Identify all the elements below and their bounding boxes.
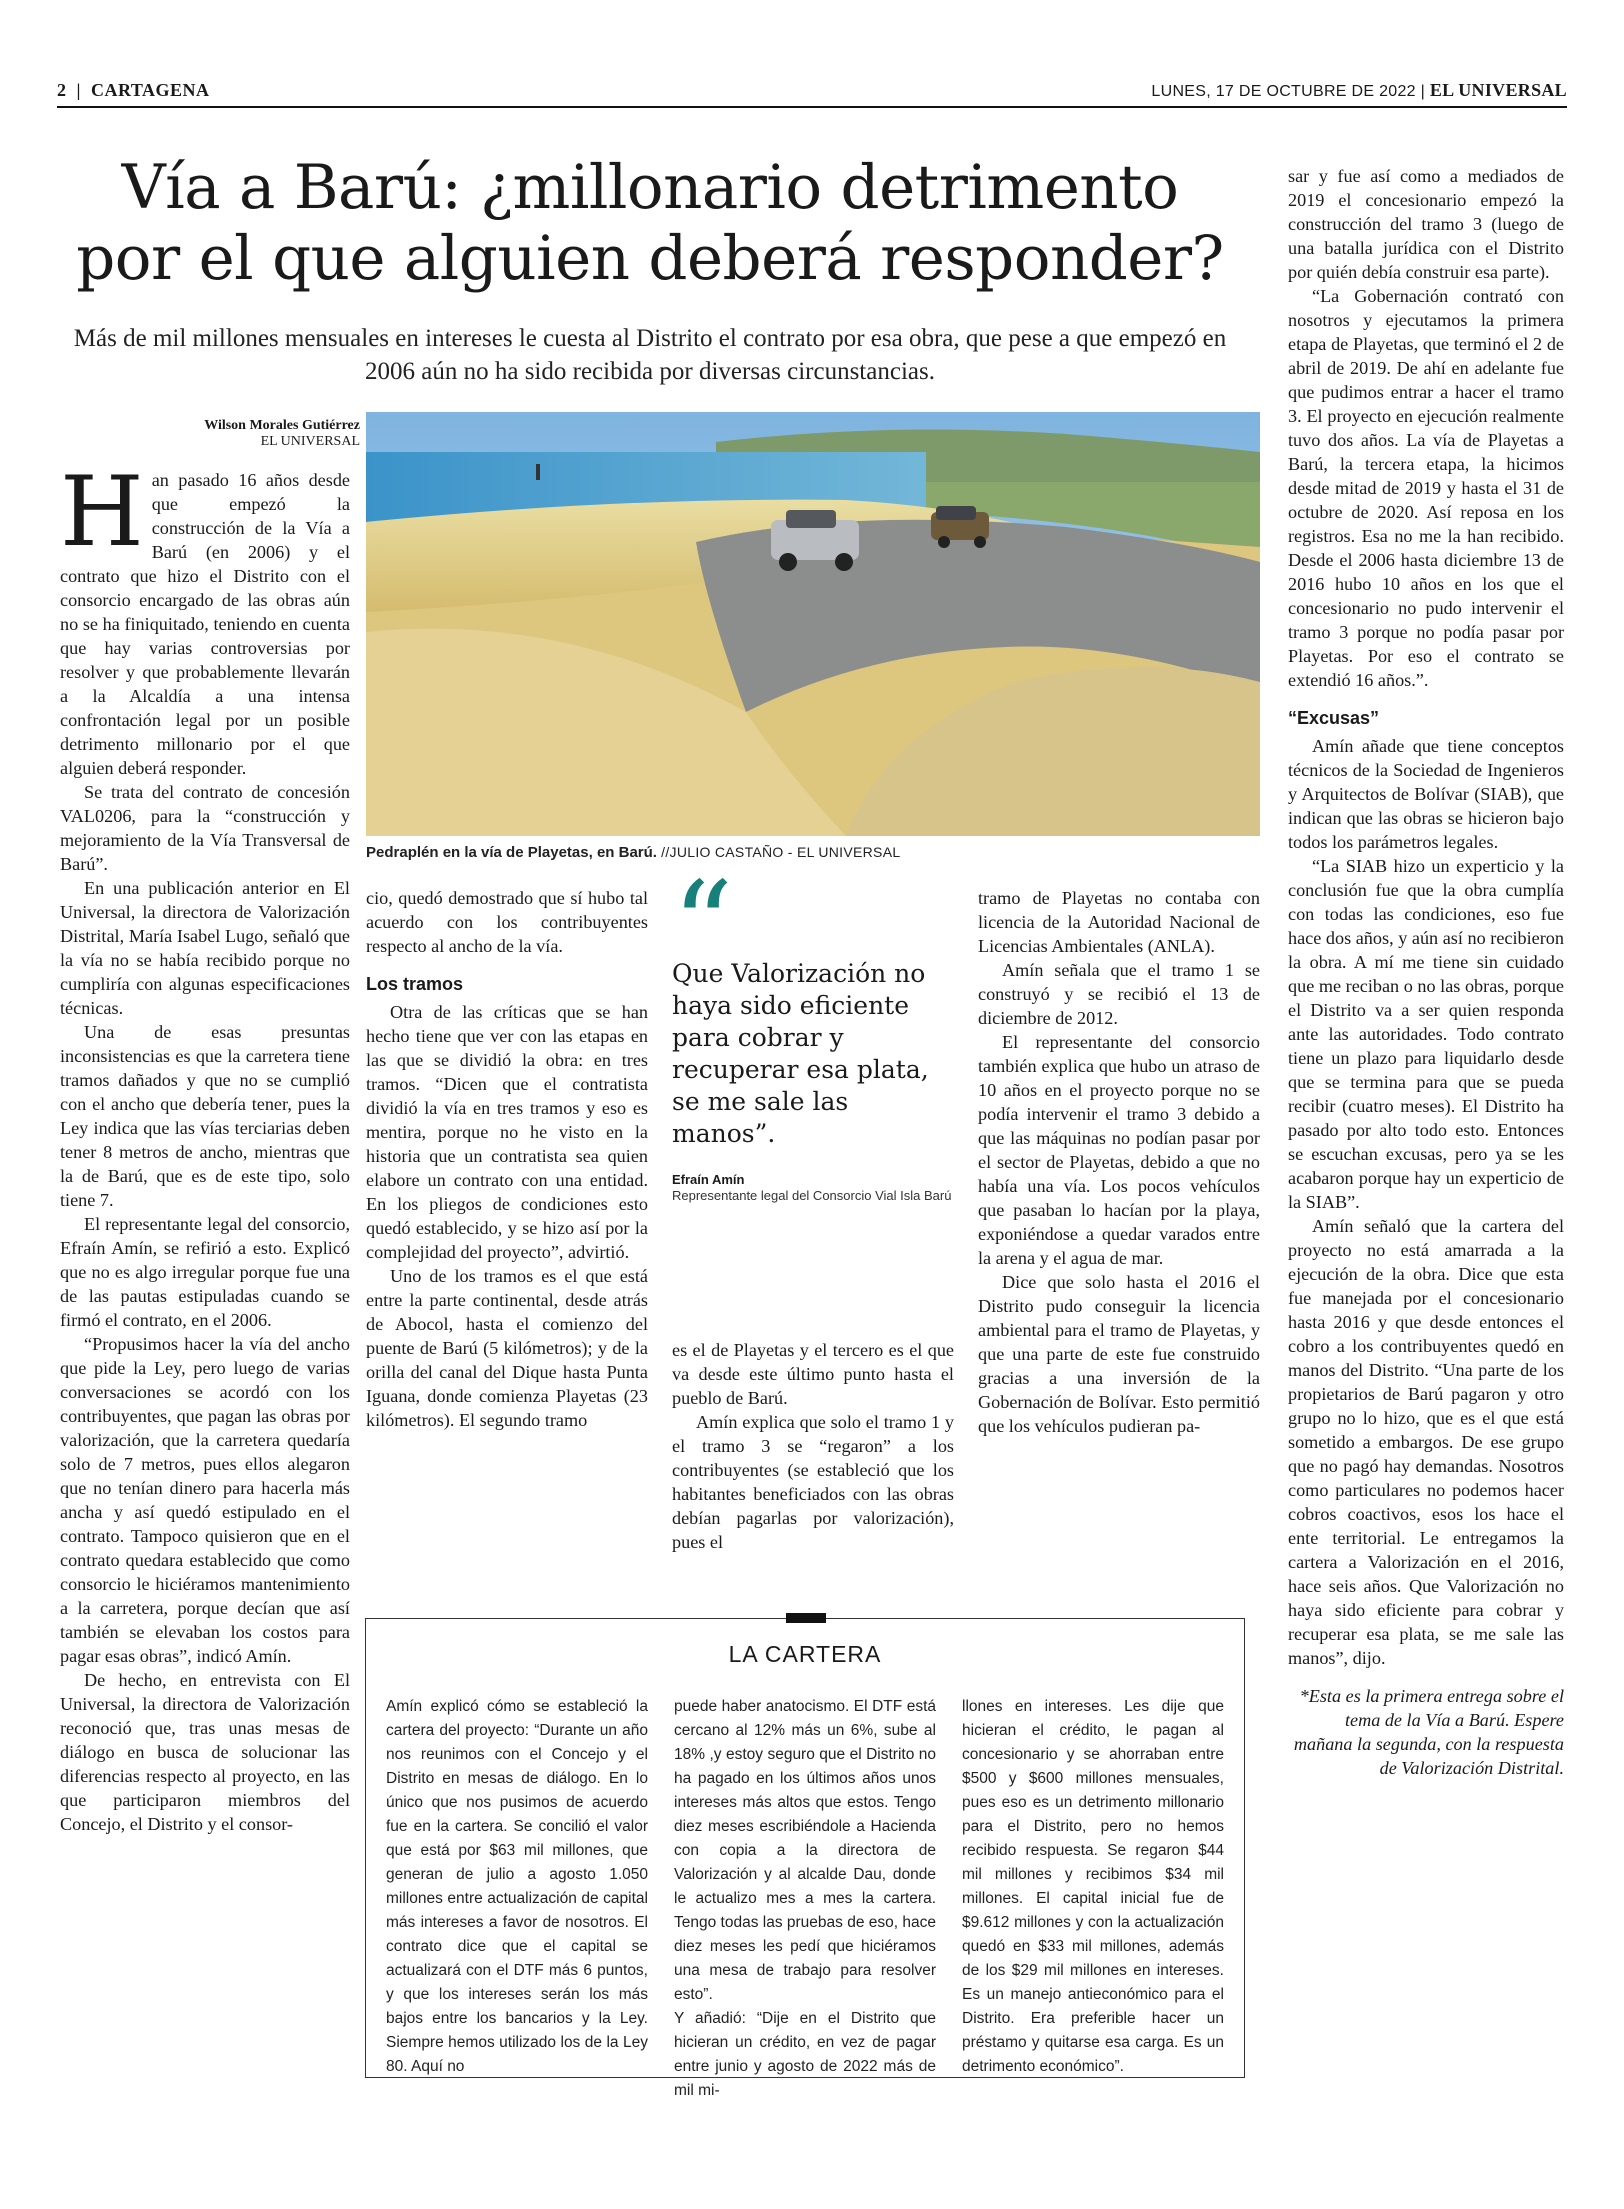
article-column-5 [1288, 164, 1564, 1780]
author-outlet: EL UNIVERSAL [260, 434, 360, 449]
paragraph: es el de Playetas y el tercero es el que va desde este último punto hasta el pueblo de Barú. [672, 1340, 954, 1408]
article-column-3 [672, 1338, 954, 1554]
paragraph: Amín explica que solo el tramo 1 y el tramo 3 se “regaron” a los contribuyentes (se estableció que los habitantes beneficiados con las obras debían pagarlas por valorización), pues el [672, 1412, 954, 1552]
paragraph: Amín señaló que la cartera del proyecto no está amarrada a la ejecución de la obra. Dice que esta fue manejada por el concesionario hasta 2016 y que desde entonces el cobro a los contribuyentes quedó en manos del Distrito. “Una parte de los propietarios de Barú pagaron y otro grupo no lo hizo, que es el que está sometido a embargos. De ese grupo que no pagó hay demandas. Nosotros como particulares no podemos hacer cobros coactivos, esos los hace el ente territorial. Le entregamos la cartera a Valorización en el 2016, hace seis años. Que Valorización no haya sido eficiente para cobrar y recuperar esa plata, se me sale las manos”, dijo. [1288, 1216, 1564, 1668]
photo-caption [366, 842, 1260, 863]
paragraph: Amín añade que tiene conceptos técnicos de la Sociedad de Ingenieros y Arquitectos de Bolívar (SIAB), que indican que las obras se hicieron bajo todos los parámetros legales. [1288, 736, 1564, 852]
article-column-4 [978, 886, 1260, 1438]
headline-line-2: por el que alguien deberá responder? [76, 223, 1224, 294]
photo-credit: //JULIO CASTAÑO - EL UNIVERSAL [661, 844, 901, 860]
paragraph: Se trata del contrato de concesión VAL0206, para la “construcción y mejoramiento de la Vía Transversal de Barú”. [60, 782, 350, 874]
paragraph: Otra de las críticas que se han hecho tiene que ver con las etapas en las que se dividió la obra: en tres tramos. “Dicen que el contratista dividió la vía en tres tramos y eso es mentira, porque no he visto en la historia que un contratista sea quien elabore un contrato con una entidad. En los pliegos de condiciones esto quedó establecido, y se hizo así por la complejidad del proyecto”, advirtió. [366, 1002, 648, 1262]
paragraph: El representante del consorcio también explica que hubo un atraso de 10 años en el proyecto porque no se podía intervenir el tramo 3 debido a que las máquinas no podían pasar por el sector de Playetas, debido a que no había una vía. Los pocos vehículos que pasaban lo hacían por la playa, exponiéndose a quedar varados entre la arena y el agua de mar. [978, 1032, 1260, 1268]
deck: Más de mil millones mensuales en intereses le cuesta al Distrito el contrato por esa obra, que pese a que empezó en 2006 aún no ha sido recibida por diversas circunstancias. [73, 325, 1227, 385]
drop-cap: H [60, 456, 144, 568]
beach-road-illustration [366, 412, 1260, 836]
sidebar-paragraph: puede haber anatocismo. El DTF está cercano al 12% más un 6%, sube al 18% ,y estoy seguro que el Distrito no ha pagado en los últimos años unos intereses más altos que estos. Tengo diez meses escribiéndole a Hacienda con copia a la directora de Valorización y al alcalde Dau, donde le actualizo mes a mes la cartera. Tengo todas las pruebas de eso, hace diez meses les pedí que hiciéramos una mesa de trabajo para resolver esto”. [674, 1698, 936, 2003]
paragraph: “La SIAB hizo un experticio y la conclusión fue que la obra cumplía con todas las condiciones, eso fue hace dos años, y aún así no recibieron la obra. A mí me tiene sin cuidado que me reciban o no las obras, porque el Distrito va a ser quien responda ante las autoridades. Todo contrato tiene un plazo para liquidarlo desde que se termina para que se pueda recibir (cuatro meses). El Distrito ha pasado por alto todo esto. Entonces se escuchan excusas, pero ya se les acabaron porque hay un experticio de la SIAB”. [1288, 856, 1564, 1212]
quote-attribution-role: Representante legal del Consorcio Vial Isla Barú [672, 1188, 952, 1203]
newspaper-name: EL UNIVERSAL [1429, 80, 1567, 100]
paragraph: “Propusimos hacer la vía del ancho que pide la Ley, pero luego de varias conversaciones se acordó con los contribuyentes, que pagan las obras por valorización, que la carretera quedaría solo de 7 metros, pues ellos alegaron que no tenían dinero para hacerla más ancha y así quedó estipulado en el contrato. Tampoco quisieron que en el contrato quedara establecido que como consorcio le hiciéramos mantenimiento a la carretera, porque decían que así también se elevaban los costos para pagar esas obras”, indicó Amín. [60, 1334, 350, 1666]
paragraph: En una publicación anterior en El Universal, la directora de Valorización Distrital, María Isabel Lugo, señaló que la vía no se había recibido porque no cumpliría con algunas especificaciones técnicas. [60, 878, 350, 1018]
author-name: Wilson Morales Gutiérrez [204, 418, 360, 433]
endnote: *Esta es la primera entrega sobre el tema de la Vía a Barú. Espere mañana la segunda, con la respuesta de Valorización Distrital. [1293, 1686, 1564, 1778]
article-photo [366, 412, 1260, 836]
quote-text: Que Valorización no haya sido eficiente para cobrar y recuperar esa plata, se me sale las manos”. [672, 959, 929, 1148]
issue-date: LUNES, 17 DE OCTUBRE DE 2022 [1151, 83, 1416, 100]
paragraph: an pasado 16 años desde que empezó la construcción de la Vía a Barú (en 2006) y el contrato que hizo el Distrito con el consorcio encargado de las obras aún no se ha finiquitado, teniendo en cuenta que hay varias controversias por resolver y que probablemente llevarán a la Alcaldía a una intensa confrontación legal por un posible detrimento millonario por el que alguien deberá responder. [60, 470, 350, 778]
article-column-2 [366, 886, 648, 1432]
paragraph: Dice que solo hasta el 2016 el Distrito pudo conseguir la licencia ambiental para el tramo de Playetas, y que una parte de este fue construido gracias a una inversión de la Gobernación de Bolívar. Esto permitió que los vehículos pudieran pa- [978, 1272, 1260, 1436]
page-number: 2 [57, 80, 67, 100]
sidebar-title: LA CARTERA [728, 1641, 882, 1667]
paragraph: Amín señala que el tramo 1 se construyó y se recibió el 13 de diciembre de 2012. [978, 960, 1260, 1028]
sidebar-column-3: llones en intereses. Les dije que hicieran el crédito, le pagan al concesionario y se ahorraban entre $500 y $600 millones mensuales, pues eso es un detrimento millonario para el Distrito, pero no hemos recibido respuesta. Se regaron $44 mil millones y recibimos $34 mil millones. El capital inicial fue de $9.612 millones y con la actualización quedó en $33 mil millones, además de los $29 mil millones en intereses. Es un manejo antieconómico para el Distrito. Era preferible hacer un préstamo y quitarse esa carga. Es un detrimento económico”. [962, 1698, 1224, 2075]
paragraph: El representante legal del consorcio, Efraín Amín, se refirió a esto. Explicó que no es algo irregular porque fue una de las pautas estipuladas cuando se firmó el contrato, en el 2006. [60, 1214, 350, 1330]
page-dateline: LUNES, 17 DE OCTUBRE DE 2022 | EL UNIVERSAL [1151, 80, 1567, 100]
section-name: CARTAGENA [90, 80, 210, 100]
sidebar-column-2 [674, 1695, 936, 2103]
paragraph: cio, quedó demostrado que sí hubo tal acuerdo con los contribuyentes respecto al ancho de la vía. [366, 888, 648, 956]
article-column-1 [60, 456, 350, 1836]
paragraph: Uno de los tramos es el que está entre la parte continental, desde atrás de Abocol, hasta el comienzo del puente de Barú (5 kilómetros); y de la orilla del canal del Dique hasta Punta Iguana, donde comienza Playetas (23 kilómetros). El segundo tramo [366, 1266, 648, 1430]
paragraph: tramo de Playetas no contaba con licencia de la Autoridad Nacional de Licencias Ambientales (ANLA). [978, 888, 1260, 956]
headline [60, 152, 1240, 294]
box-tab-marker [786, 1613, 826, 1623]
subhead-tramos: Los tramos [366, 974, 464, 994]
page-section: 2 | CARTAGENA [57, 80, 210, 100]
quote-attribution-name: Efraín Amín [672, 1172, 745, 1187]
paragraph: “La Gobernación contrató con nosotros y ejecutamos la primera etapa de Playetas, que terminó el 2 de abril de 2019. De ahí en adelante fue que pudimos entrar a hacer el tramo 3. El proyecto en ejecución realmente tuvo dos años. La vía de Playetas a Barú, la tercera etapa, la hicimos desde mitad de 2019 y hasta el 31 de octubre de 2020. Así reposa en los registros. Esa no me la han recibido. Desde el 2006 hasta diciembre 13 de 2016 hubo 10 años en los que el concesionario no pudo intervenir el tramo 3 porque no podía pasar por Playetas. Por eso el contrato se extendió 16 años.”. [1288, 286, 1564, 690]
pull-quote [672, 857, 952, 1205]
sidebar-box [365, 1618, 1245, 2099]
quote-mark-icon: “ [672, 857, 734, 996]
headline-line-1: Vía a Barú: ¿millonario detrimento [121, 152, 1179, 223]
sidebar-paragraph: Y añadió: “Dije en el Distrito que hicieran un crédito, en vez de pagar entre junio y agosto de 2022 más de mil mi- [674, 2010, 936, 2099]
subhead-excusas: “Excusas” [1288, 708, 1380, 728]
paragraph: sar y fue así como a mediados de 2019 el concesionario empezó la construcción del tramo 3 (luego de una batalla jurídica con el Distrito por quién debía construir esa parte). [1288, 166, 1564, 282]
caption-text: Pedraplén en la vía de Playetas, en Barú. [366, 844, 657, 861]
paragraph: Una de esas presuntas inconsistencias es que la carretera tiene tramos dañados y que no se cumplió con el ancho que debería tener, pues la Ley indica que las vías terciarias deben tener 8 metros de ancho, mientras que la de Barú, que es de este tipo, solo tiene 7. [60, 1022, 350, 1210]
sidebar-column-1: Amín explicó cómo se estableció la cartera del proyecto: “Durante un año nos reunimos con el Concejo y el Distrito en mesas de diálogo. En lo único que nos pusimos de acuerdo fue en la cartera. Se concilió el valor que está por $63 mil millones, que generan de julio a agosto 1.050 millones entre actualización de capital más intereses a favor de nosotros. El contrato dice que el capital se actualizará con el DTF más 6 puntos, y que los intereses serán los más bajos entre los bancarios y la Ley. Siempre hemos utilizado los de la Ley 80. Aquí no [386, 1698, 648, 2075]
paragraph: De hecho, en entrevista con El Universal, la directora de Valorización reconoció que, tras unas mesas de diálogo en busca de solucionar las diferencias respecto al proyecto, en las que participaron miembros del Concejo, el Distrito y el consor- [60, 1670, 350, 1834]
page-header [57, 78, 1567, 108]
byline [60, 418, 360, 450]
